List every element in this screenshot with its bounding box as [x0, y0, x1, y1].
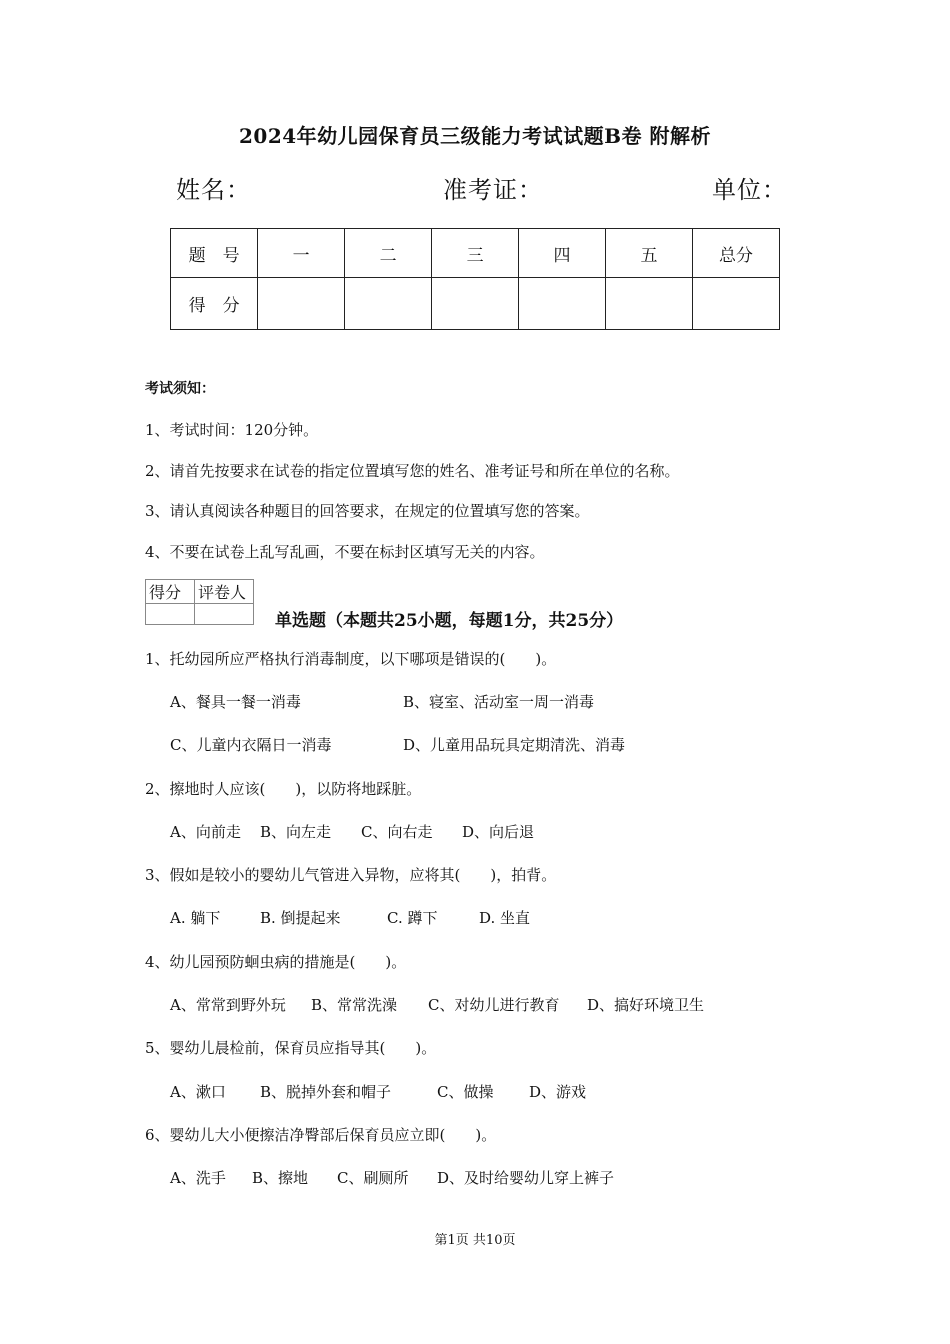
question-2-option-b: B、向左走: [260, 823, 332, 841]
score-header-cell: 四: [519, 229, 606, 278]
score-cell: [606, 278, 693, 330]
question-3: 3、假如是较小的婴幼儿气管进入异物，应将其( )，拍背。: [145, 866, 557, 884]
section-title: 单选题（本题共25小题，每题1分，共25分）: [275, 611, 624, 631]
score-cell: [345, 278, 432, 330]
notice-item: 1、考试时间：120分钟。: [145, 421, 319, 439]
grader-box: [145, 579, 254, 625]
unit-label: 单位：: [712, 176, 787, 204]
score-header-cell: 总分: [692, 229, 779, 278]
exam-id-label: 准考证：: [443, 176, 543, 204]
question-5-option-d: D、游戏: [529, 1083, 587, 1101]
name-label: 姓名：: [176, 176, 251, 204]
question-4-option-a: A、常常到野外玩: [170, 996, 286, 1014]
score-cell: [692, 278, 779, 330]
grader-score-cell: [146, 604, 195, 625]
question-1-option-b: B、寝室、活动室一周一消毒: [403, 693, 595, 711]
question-6-option-d: D、及时给婴幼儿穿上裤子: [437, 1169, 615, 1187]
score-header-cell: 三: [432, 229, 519, 278]
score-table: [170, 228, 780, 330]
question-3-option-b: B. 倒提起来: [260, 909, 341, 927]
question-3-option-d: D. 坐直: [479, 909, 531, 927]
notice-item: 2、请首先按要求在试卷的指定位置填写您的姓名、准考证号和所在单位的名称。: [145, 462, 680, 480]
question-1-option-a: A、餐具一餐一消毒: [170, 693, 301, 711]
question-5-option-c: C、做操: [437, 1083, 494, 1101]
question-1-option-d: D、儿童用品玩具定期清洗、消毒: [403, 736, 626, 754]
score-header-cell: 五: [606, 229, 693, 278]
score-header-cell: 一: [258, 229, 345, 278]
question-1-option-c: C、儿童内衣隔日一消毒: [170, 736, 332, 754]
question-1: 1、托幼园所应严格执行消毒制度，以下哪项是错误的( )。: [145, 650, 557, 668]
score-table-header-row: [171, 229, 780, 278]
question-4-option-d: D、搞好环境卫生: [587, 996, 705, 1014]
question-3-option-a: A. 躺下: [170, 909, 221, 927]
notice-item: 4、不要在试卷上乱写乱画，不要在标封区填写无关的内容。: [145, 543, 545, 561]
score-table-score-row: [171, 278, 780, 330]
question-5: 5、婴幼儿晨检前，保育员应指导其( )。: [145, 1039, 437, 1057]
score-cell: [258, 278, 345, 330]
question-6-option-c: C、刷厕所: [337, 1169, 409, 1187]
score-header-cell: 题 号: [171, 229, 258, 278]
question-6: 6、婴幼儿大小便擦洁净臀部后保育员应立即( )。: [145, 1126, 497, 1144]
grader-reviewer-cell: [195, 604, 254, 625]
question-2-option-d: D、向后退: [462, 823, 535, 841]
question-2-option-c: C、向右走: [361, 823, 433, 841]
page-footer: 第1页 共10页: [434, 1233, 516, 1248]
score-header-cell: 二: [345, 229, 432, 278]
question-2-option-a: A、向前走: [170, 823, 241, 841]
question-6-option-a: A、洗手: [170, 1169, 226, 1187]
notice-item: 3、请认真阅读各种题目的回答要求，在规定的位置填写您的答案。: [145, 502, 590, 520]
notice-title: 考试须知：: [145, 381, 215, 397]
score-cell: [432, 278, 519, 330]
question-4-option-c: C、对幼儿进行教育: [428, 996, 560, 1014]
score-row-label: 得 分: [171, 278, 258, 330]
question-3-option-c: C. 蹲下: [387, 909, 438, 927]
question-4: 4、幼儿园预防蛔虫病的措施是( )。: [145, 953, 407, 971]
exam-title: 2024年幼儿园保育员三级能力考试试题B卷 附解析: [238, 124, 712, 148]
question-5-option-b: B、脱掉外套和帽子: [260, 1083, 392, 1101]
question-2: 2、擦地时人应该( )，以防将地踩脏。: [145, 780, 422, 798]
question-5-option-a: A、漱口: [170, 1083, 226, 1101]
question-4-option-b: B、常常洗澡: [311, 996, 398, 1014]
grader-reviewer-label: 评卷人: [195, 580, 254, 604]
score-cell: [519, 278, 606, 330]
grader-score-label: 得分: [146, 580, 195, 604]
question-6-option-b: B、擦地: [252, 1169, 309, 1187]
